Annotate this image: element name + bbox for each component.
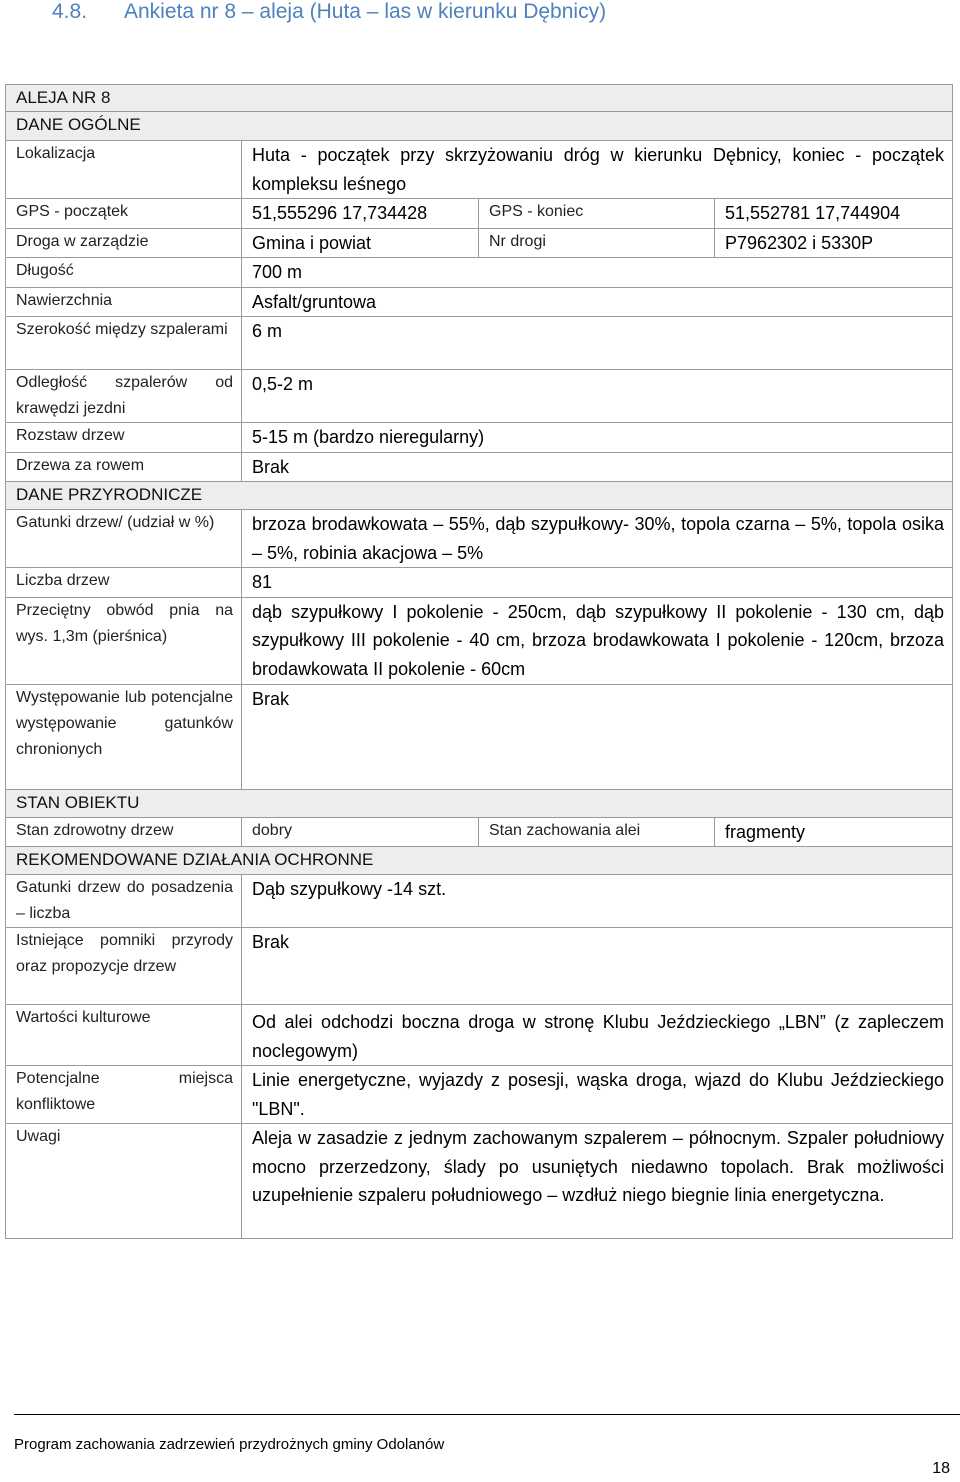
section-state: STAN OBIEKTU	[6, 789, 953, 817]
species-value: brzoza brodawkowata – 55%, dąb szypułkowy- 30%, topola czarna – 5%, topola osika – 5%, robinia akacjowa – 5%	[242, 510, 953, 568]
road-number-value: P7962302 i 5330P	[715, 228, 953, 258]
survey-table	[5, 84, 953, 1239]
monuments-label: Istniejące pomniki przyrody oraz propozycje drzew	[6, 928, 242, 1005]
cultural-value: Od alei odchodzi boczna droga w stronę Klubu Jeździeckiego „LBN” (z zapleczem noclegowym)	[242, 1005, 953, 1066]
notes-label: Uwagi	[6, 1124, 242, 1239]
road-manager-label: Droga w zarządzie	[6, 228, 242, 258]
section-title: Ankieta nr 8 – aleja (Huta – las w kierunku Dębnicy)	[124, 0, 607, 23]
planting-value: Dąb szypułkowy -14 szt.	[242, 875, 953, 928]
conflicts-label: Potencjalne miejsca konfliktowe	[6, 1066, 242, 1124]
preservation-label: Stan zachowania alei	[479, 817, 715, 847]
cultural-label: Wartości kulturowe	[6, 1005, 242, 1066]
gps-start-value: 51,555296 17,734428	[242, 199, 479, 229]
distance-value: 0,5-2 m	[242, 370, 953, 423]
surface-label: Nawierzchnia	[6, 287, 242, 317]
health-value: dobry	[242, 817, 479, 847]
length-value: 700 m	[242, 258, 953, 288]
length-label: Długość	[6, 258, 242, 288]
section-number: 4.8.	[52, 0, 88, 23]
health-label: Stan zdrowotny drzew	[6, 817, 242, 847]
circumference-label: Przeciętny obwód pnia na wys. 1,3m (pierśnica)	[6, 597, 242, 684]
footer-text: Program zachowania zadrzewień przydrożnych gminy Odolanów	[14, 1436, 445, 1453]
road-number-label: Nr drogi	[479, 228, 715, 258]
page-number: 18	[932, 1460, 950, 1477]
footer-divider	[14, 1414, 960, 1415]
planting-label: Gatunki drzew do posadzenia – liczba	[6, 875, 242, 928]
surface-value: Asfalt/gruntowa	[242, 287, 953, 317]
section-heading	[52, 0, 606, 24]
count-value: 81	[242, 568, 953, 598]
section-recommend: REKOMENDOWANE DZIAŁANIA OCHRONNE	[6, 847, 953, 875]
width-value: 6 m	[242, 317, 953, 370]
location-label: Lokalizacja	[6, 141, 242, 199]
notes-value: Aleja w zasadzie z jednym zachowanym szpalerem – północnym. Szpaler południowy mocno przerzedzony, ślady po usuniętych niedawno topolach. Brak możliwości uzupełnienie szpaleru południowego – wzdłuż niego biegnie linia energetyczna.	[242, 1124, 953, 1239]
gps-end-label: GPS - koniec	[479, 199, 715, 229]
conflicts-value: Linie energetyczne, wyjazdy z posesji, wąska droga, wjazd do Klubu Jeździeckiego "LBN".	[242, 1066, 953, 1124]
distance-label: Odległość szpalerów od krawędzi jezdni	[6, 370, 242, 423]
species-label: Gatunki drzew/ (udział w %)	[6, 510, 242, 568]
gps-end-value: 51,552781 17,744904	[715, 199, 953, 229]
road-manager-value: Gmina i powiat	[242, 228, 479, 258]
protected-label: Występowanie lub potencjalne występowanie gatunków chronionych	[6, 684, 242, 789]
card-title: ALEJA NR 8	[6, 85, 953, 112]
protected-value: Brak	[242, 684, 953, 789]
count-label: Liczba drzew	[6, 568, 242, 598]
circumference-value: dąb szypułkowy I pokolenie - 250cm, dąb szypułkowy II pokolenie - 130 cm, dąb szypułkowy III pokolenie - 40 cm, brzoza brodawkowata I pokolenie - 120cm, brzoza brodawkowata II pokolenie - 60cm	[242, 597, 953, 684]
section-general: DANE OGÓLNE	[6, 112, 953, 141]
monuments-value: Brak	[242, 928, 953, 1005]
width-label: Szerokość między szpalerami	[6, 317, 242, 370]
behind-row-value: Brak	[242, 452, 953, 482]
preservation-value: fragmenty	[715, 817, 953, 847]
spacing-label: Rozstaw drzew	[6, 423, 242, 453]
section-nature: DANE PRZYRODNICZE	[6, 482, 953, 510]
gps-start-label: GPS - początek	[6, 199, 242, 229]
spacing-value: 5-15 m (bardzo nieregularny)	[242, 423, 953, 453]
behind-row-label: Drzewa za rowem	[6, 452, 242, 482]
location-value: Huta - początek przy skrzyżowaniu dróg w kierunku Dębnicy, koniec - początek kompleksu leśnego	[242, 141, 953, 199]
